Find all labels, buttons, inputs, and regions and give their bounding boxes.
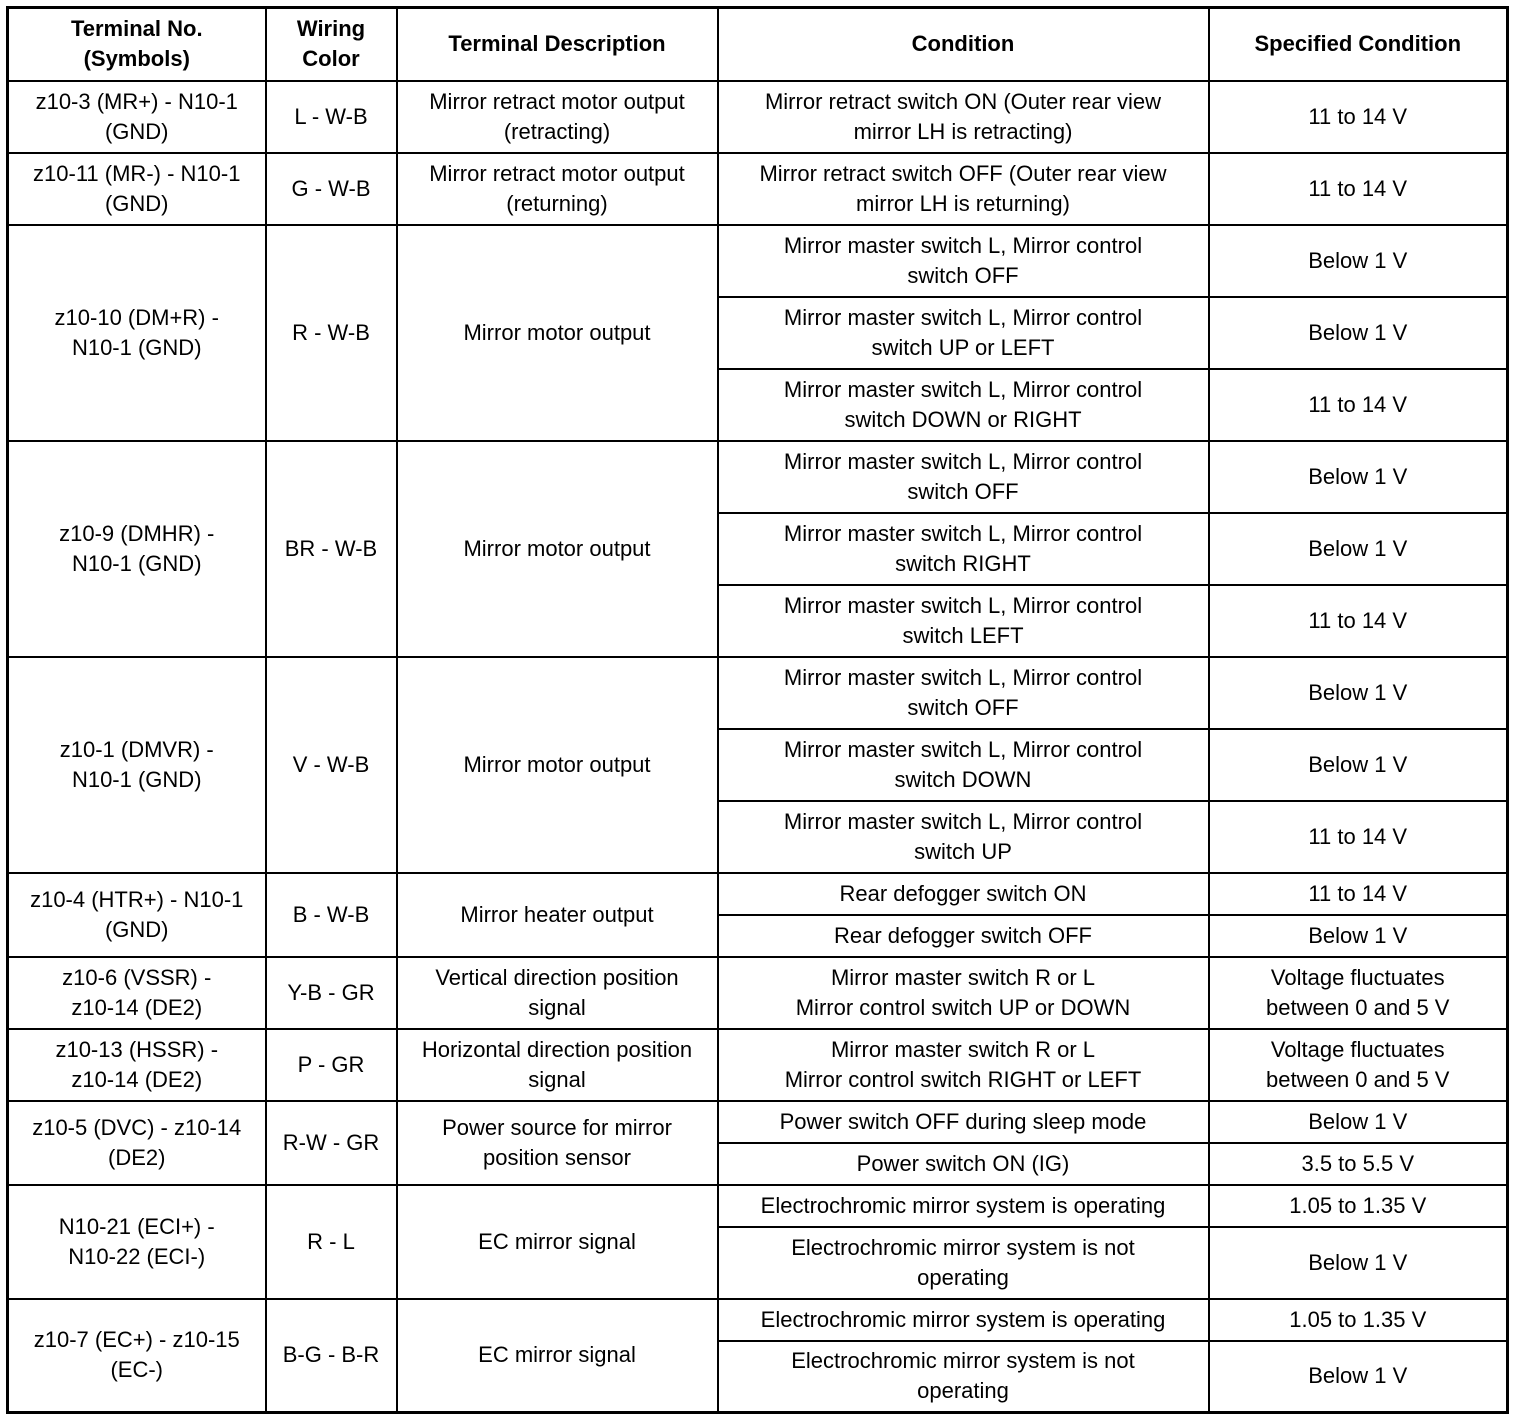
terminal-cell: z10-4 (HTR+) - N10-1 (GND): [8, 873, 266, 957]
header-specified: Specified Condition: [1209, 8, 1508, 81]
condition-cell: Mirror master switch L, Mirror control switch OFF: [718, 441, 1209, 513]
header-description: Terminal Description: [397, 8, 718, 81]
specified-condition-cell: Below 1 V: [1209, 1227, 1508, 1299]
description-cell: Mirror heater output: [397, 873, 718, 957]
header-wiring-color: Wiring Color: [266, 8, 397, 81]
specified-condition-cell: Voltage fluctuates between 0 and 5 V: [1209, 957, 1508, 1029]
terminal-spec-table: [6, 6, 1509, 1414]
specified-condition-cell: 11 to 14 V: [1209, 153, 1508, 225]
terminal-cell: z10-3 (MR+) - N10-1 (GND): [8, 81, 266, 153]
terminal-cell: z10-1 (DMVR) - N10-1 (GND): [8, 657, 266, 873]
specified-condition-cell: 11 to 14 V: [1209, 585, 1508, 657]
description-cell: Mirror retract motor output (returning): [397, 153, 718, 225]
description-cell: Mirror motor output: [397, 657, 718, 873]
condition-cell: Electrochromic mirror system is operating: [718, 1299, 1209, 1341]
condition-cell: Mirror retract switch OFF (Outer rear view mirror LH is returning): [718, 153, 1209, 225]
wiring-color-cell: V - W-B: [266, 657, 397, 873]
specified-condition-cell: 11 to 14 V: [1209, 369, 1508, 441]
spec-table-container: [6, 6, 1509, 1414]
table-body: [8, 81, 1508, 1413]
table-row: [8, 81, 1508, 153]
terminal-cell: z10-9 (DMHR) - N10-1 (GND): [8, 441, 266, 657]
description-cell: Horizontal direction position signal: [397, 1029, 718, 1101]
specified-condition-cell: Below 1 V: [1209, 915, 1508, 957]
terminal-cell: z10-7 (EC+) - z10-15 (EC-): [8, 1299, 266, 1413]
condition-cell: Mirror master switch L, Mirror control switch DOWN or RIGHT: [718, 369, 1209, 441]
wiring-color-cell: R - L: [266, 1185, 397, 1299]
table-row: [8, 657, 1508, 729]
specified-condition-cell: Below 1 V: [1209, 1101, 1508, 1143]
specified-condition-cell: 11 to 14 V: [1209, 81, 1508, 153]
condition-cell: Mirror master switch L, Mirror control switch RIGHT: [718, 513, 1209, 585]
condition-cell: Power switch OFF during sleep mode: [718, 1101, 1209, 1143]
condition-cell: Rear defogger switch ON: [718, 873, 1209, 915]
condition-cell: Power switch ON (IG): [718, 1143, 1209, 1185]
specified-condition-cell: Below 1 V: [1209, 225, 1508, 297]
specified-condition-cell: Below 1 V: [1209, 729, 1508, 801]
condition-cell: Mirror master switch R or L Mirror control switch UP or DOWN: [718, 957, 1209, 1029]
condition-cell: Mirror master switch R or L Mirror control switch RIGHT or LEFT: [718, 1029, 1209, 1101]
table-row: [8, 153, 1508, 225]
wiring-color-cell: L - W-B: [266, 81, 397, 153]
condition-cell: Mirror retract switch ON (Outer rear view mirror LH is retracting): [718, 81, 1209, 153]
table-row: [8, 1101, 1508, 1143]
specified-condition-cell: 1.05 to 1.35 V: [1209, 1185, 1508, 1227]
table-row: [8, 1185, 1508, 1227]
header-condition: Condition: [718, 8, 1209, 81]
specified-condition-cell: 11 to 14 V: [1209, 873, 1508, 915]
terminal-cell: z10-10 (DM+R) - N10-1 (GND): [8, 225, 266, 441]
condition-cell: Mirror master switch L, Mirror control switch UP: [718, 801, 1209, 873]
table-row: [8, 441, 1508, 513]
condition-cell: Electrochromic mirror system is not operating: [718, 1341, 1209, 1413]
condition-cell: Mirror master switch L, Mirror control switch LEFT: [718, 585, 1209, 657]
specified-condition-cell: Voltage fluctuates between 0 and 5 V: [1209, 1029, 1508, 1101]
terminal-cell: z10-6 (VSSR) - z10-14 (DE2): [8, 957, 266, 1029]
condition-cell: Electrochromic mirror system is operating: [718, 1185, 1209, 1227]
description-cell: EC mirror signal: [397, 1299, 718, 1413]
wiring-color-cell: R-W - GR: [266, 1101, 397, 1185]
condition-cell: Mirror master switch L, Mirror control switch DOWN: [718, 729, 1209, 801]
specified-condition-cell: Below 1 V: [1209, 513, 1508, 585]
table-row: [8, 1299, 1508, 1341]
description-cell: Mirror motor output: [397, 441, 718, 657]
header-row: [8, 8, 1508, 81]
wiring-color-cell: BR - W-B: [266, 441, 397, 657]
wiring-color-cell: Y-B - GR: [266, 957, 397, 1029]
description-cell: Vertical direction position signal: [397, 957, 718, 1029]
terminal-cell: z10-11 (MR-) - N10-1 (GND): [8, 153, 266, 225]
specified-condition-cell: Below 1 V: [1209, 1341, 1508, 1413]
terminal-cell: z10-5 (DVC) - z10-14 (DE2): [8, 1101, 266, 1185]
terminal-cell: z10-13 (HSSR) - z10-14 (DE2): [8, 1029, 266, 1101]
table-row: [8, 1029, 1508, 1101]
condition-cell: Electrochromic mirror system is not operating: [718, 1227, 1209, 1299]
description-cell: Power source for mirror position sensor: [397, 1101, 718, 1185]
specified-condition-cell: 11 to 14 V: [1209, 801, 1508, 873]
wiring-color-cell: R - W-B: [266, 225, 397, 441]
condition-cell: Rear defogger switch OFF: [718, 915, 1209, 957]
description-cell: Mirror retract motor output (retracting): [397, 81, 718, 153]
terminal-cell: N10-21 (ECI+) - N10-22 (ECI-): [8, 1185, 266, 1299]
specified-condition-cell: 1.05 to 1.35 V: [1209, 1299, 1508, 1341]
specified-condition-cell: Below 1 V: [1209, 657, 1508, 729]
condition-cell: Mirror master switch L, Mirror control switch UP or LEFT: [718, 297, 1209, 369]
wiring-color-cell: G - W-B: [266, 153, 397, 225]
specified-condition-cell: Below 1 V: [1209, 297, 1508, 369]
wiring-color-cell: P - GR: [266, 1029, 397, 1101]
wiring-color-cell: B - W-B: [266, 873, 397, 957]
description-cell: EC mirror signal: [397, 1185, 718, 1299]
table-row: [8, 225, 1508, 297]
table-row: [8, 873, 1508, 915]
table-row: [8, 957, 1508, 1029]
header-terminal: Terminal No. (Symbols): [8, 8, 266, 81]
specified-condition-cell: Below 1 V: [1209, 441, 1508, 513]
wiring-color-cell: B-G - B-R: [266, 1299, 397, 1413]
condition-cell: Mirror master switch L, Mirror control switch OFF: [718, 225, 1209, 297]
condition-cell: Mirror master switch L, Mirror control switch OFF: [718, 657, 1209, 729]
description-cell: Mirror motor output: [397, 225, 718, 441]
specified-condition-cell: 3.5 to 5.5 V: [1209, 1143, 1508, 1185]
